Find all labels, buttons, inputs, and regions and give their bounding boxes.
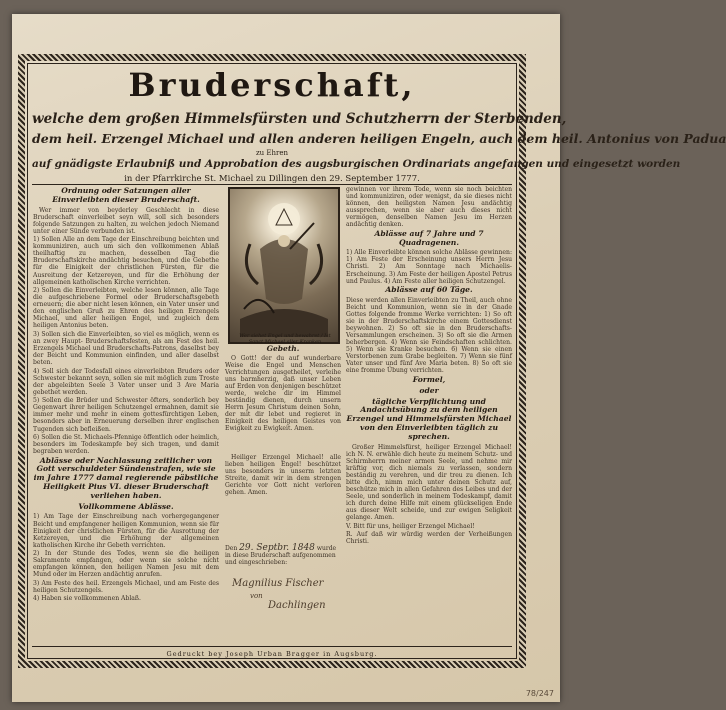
signature-name: Magnilius Fischer bbox=[232, 578, 324, 589]
engraving-caption: Wer siehet Engel und bewahret / Ist Sanct Michael aller Kranken bbox=[239, 333, 331, 345]
subtitle-line-3: zu Ehren bbox=[255, 149, 289, 157]
signature-von: von bbox=[250, 592, 263, 600]
subtitle-line-1: welche dem großen Himmelsfürsten und Schutzherrn der Sterbenden, bbox=[32, 111, 567, 127]
left-heading: Ordnung oder Satzungen aller Einverleibten dieser Bruderschaft. bbox=[52, 186, 200, 204]
right-paragraph: gewinnen vor ihrem Tode, wenn sie noch beichten und kommuniziren, oder wenigst, da sie dieses nicht können, den heiligsten Namen Jesu andächtig aussprechen, wenn sie aber auch dieses nicht vermögen, denselben Namen Jesu im Herzen andächtig denken. bbox=[346, 186, 512, 229]
prayer-paragraph: Heiliger Erzengel Michael! alle lieben heiligen Engel! beschützet uns besonders in unserm letzten Streite, damit wir in dem strengen Gerichte vor Gott nicht verloren gehen. Amen. bbox=[225, 454, 341, 497]
left-paragraph: 4) Soll sich der Todesfall eines einverleibten Bruders oder Schwester bekannt seyn, sollen sie mit möglich zum Troste der abgeleibten Seele 3 Vater unser und 3 Ave Maria gebethet werden. bbox=[33, 367, 219, 396]
indulgence-heading: Ablässe oder Nachlassung zeitlicher von Gott verschuldeter Sündenstrafen, wie sie im Jahre 1777 damal regierende päbstliche Heiligkeit Pius VI. dieser Bruderschaft verliehen haben. bbox=[33, 455, 219, 500]
left-paragraph: 6) Sollen die St. Michaels-Pfennige öffentlich oder heimlich, besonders im Todeskampfe bey sich tragen, und damit begraben werden. bbox=[33, 434, 220, 456]
page-number: 78/247 bbox=[525, 689, 554, 698]
document-title: Bruderschaft, bbox=[128, 66, 416, 104]
left-column bbox=[33, 186, 219, 638]
handwritten-signature bbox=[232, 566, 342, 610]
subtitle-line-5: in der Pfarrkirche St. Michael zu Dillingen den 29. September 1777. bbox=[124, 174, 420, 184]
prayer-heading: Gebeth. bbox=[266, 344, 300, 353]
left-paragraph: 4) Haben sie vollkommenen Ablaß. bbox=[33, 595, 141, 603]
left-paragraph: 3) Am Feste des heil. Erzengels Michael, und am Feste des heiligen Schutzengels. bbox=[33, 579, 219, 594]
signature-place: Dachlingen bbox=[268, 600, 326, 611]
footer-rule bbox=[32, 646, 512, 647]
formula-subheading: tägliche Verpflichtung und Andachtsübung zu dem heiligen Erzengel und Himmelsfürsten Michael von den Einverleibten täglich zu sprechen. bbox=[346, 396, 512, 441]
subtitle-line-2: dem heil. Erzengel Michael und allen anderen heiligen Engeln, auch dem heil. Antonius von Padua bbox=[32, 131, 726, 146]
left-paragraph: 5) Sollen die Brüder und Schwester öfters, sonderlich bey Gegenwart ihrer heiligen Schutzengel ermahnen, damit sie immer mehr und mehr in einem gottesfürchtigen Leben, besonders aber in Erneuerung derselben ihrer englischen Tugenden sich befleißen. bbox=[33, 397, 219, 433]
subtitle-line-4: auf gnädigste Erlaubniß und Approbation des augsburgischen Ordinariats angefangen und eingesetzt worden bbox=[32, 158, 681, 170]
right-paragraph: Diese werden allen Einverleibten zu Theil, auch ohne Beicht und Kommunion, wenn sie in der Gnade Gottes folgende fromme Werke verrichten: 1) So oft sie in der Bruderschaftskirche einem Gottesdienst beywohnen. 2) So oft sie in den Bruderschafts-Versammlungen erscheinen. 3) So oft sie die Armen beherbergen. 4) Wenn sie Feindschaften schlichten. 5) Wenn sie Kranke besuchen. 6) Wenn sie einen Verstorbenen zum Grabe begleiten. 7) Wenn sie fünf Vater unser und fünf Ave Maria beten. 8) So oft sie eine fromme Übung verrichten. bbox=[346, 296, 512, 375]
header-rule bbox=[32, 184, 512, 185]
archangel-engraving bbox=[228, 187, 340, 344]
indulgence-60-days-heading: Ablässe auf 60 Täge. bbox=[385, 285, 473, 295]
registration-entry bbox=[225, 545, 341, 566]
date-prefix: Den bbox=[225, 545, 238, 552]
left-paragraph: 2) Sollen die Einverleibten, welche lesen können, alle Tage die aufgeschriebene Formel oder Bruderschaftsgebeth erneuern; die aber nicht lesen können, ein Vater unser und den englischen Gruß zu Ehren des heiligen Erzengels Michael, und aller heiligen Engel, und zugleich dem heiligen Antonius beten. bbox=[33, 287, 219, 330]
left-paragraph: 1) Am Tage der Einschreibung nach vorhergegangener Beicht und empfangener heiligen Kommunion, wenn sie für Einigkeit der christlichen Fürsten, für die Ausrottung der Ketzereyen, und die Erhöhung der allgemeinen katholischen Kirche ihr Gebeth verrichten. bbox=[33, 513, 219, 549]
left-paragraph: 2) In der Stunde des Todes, wenn sie die heiligen Sakramente empfangen, oder wenn sie solche nicht empfangen können, den heiligen Namen Jesu mit dem Mund oder im Herzen andächtig anrufen. bbox=[33, 550, 219, 579]
handwritten-date: 29. Septbr. 1848 bbox=[239, 543, 315, 553]
printer-line: Gedruckt bey Joseph Urban Bragger in Augsburg. bbox=[166, 650, 378, 658]
prayer-text bbox=[225, 355, 341, 455]
right-paragraph: V. Bitt für uns, heiliger Erzengel Michael! bbox=[346, 522, 475, 530]
left-paragraph: 3) Sollen sich die Einverleibten, so viel es möglich, wenn es an zwey Haupt- Bruderschaftsfesten, als am Fest des heil. Erzengels Michael und Bruderschafts-Patrons, daselbst bey der Beicht und Kommunion einfinden, und aller daselbst beten. bbox=[33, 330, 219, 367]
date-suffix: wurde in diese Bruderschaft aufgenommen und eingeschrieben: bbox=[225, 545, 337, 566]
plenary-heading: Vollkommene Ablässe. bbox=[78, 501, 174, 511]
left-paragraph: 1) Sollen Alle an dem Tage der Einschreibung beichten und kommuniziren, auch um sich den vollkommenen Ablaß theilhaftig zu machen, desselben Tag die Bruderschaftskirche andächtig besuchen, und die Gebethe für die Einigkeit der christlichen Fürsten, für die Ausreitung der Ketzereyen, und für die Erhöhung der allgemeinen katholischen Kirche verrichten. bbox=[33, 236, 219, 286]
formula-heading: Formel, bbox=[412, 374, 446, 384]
right-paragraph: Großer Himmelsfürst, heiliger Erzengel Michael! ich N. N. erwähle dich heute zu meinem Schutz- und Schirmherrn meiner armen Seele, und nehme mir kräftig vor, dich niemals zu verlassen, sondern beständig zu verehren, und dir treu zu dienen. Ich bitte dich, nimm mich unter deinen Schutz auf, beschütze mich in allen Gefahren des Leibes und der Seele, und sonderlich in meinem Todeskampf, damit ich durch deine Hilfe mit einem glückseligen Ende aus dieser Welt scheide, und zur ewigen Seligkeit gelange. Amen. bbox=[346, 443, 512, 521]
right-paragraph: 1) Alle Einverleibte können solche Ablässe gewinnen: 1) Am Feste der Erscheinung unsers Herrn Jesu Christi. 2) Am Sonntage nach Michaelis-Erscheinung. 3) Am Feste der heiligen Apostel Petrus und Paulus. 4) Am Feste aller heiligen Schutzengel. bbox=[346, 249, 512, 285]
right-column bbox=[346, 186, 512, 650]
prayer-text-2 bbox=[225, 454, 341, 542]
indulgence-7-years-heading: Ablässe auf 7 Jahre und 7 Quadragenen. bbox=[374, 228, 484, 247]
left-paragraph: Wer immer von beyderley Geschlecht in diese Bruderschaft einverleibet seyn will, soll sich besonders folgende Satzungen zu halten, zu welchen jedoch Niemand unter einer Sünde verbunden ist. bbox=[33, 206, 219, 235]
formula-oder: oder bbox=[419, 385, 439, 395]
prayer-paragraph: O Gott! der du auf wunderbare Weise die Engel und Menschen Verrichtungen ausgetheilet, verleihe uns barmherzig, daß unser Leben auf Erden von denjenigen beschützet werde, welche dir im Himmel beständig dienen, durch unsern Herrn Jesum Christum deinen Sohn, der mit dir lebet und regieret in Einigkeit des heiligen Geistes von Ewigkeit zu Ewigkeit. Amen. bbox=[225, 355, 341, 433]
right-paragraph: R. Auf daß wir würdig werden der Verheißungen Christi. bbox=[346, 531, 512, 546]
engraving-image bbox=[230, 189, 338, 342]
